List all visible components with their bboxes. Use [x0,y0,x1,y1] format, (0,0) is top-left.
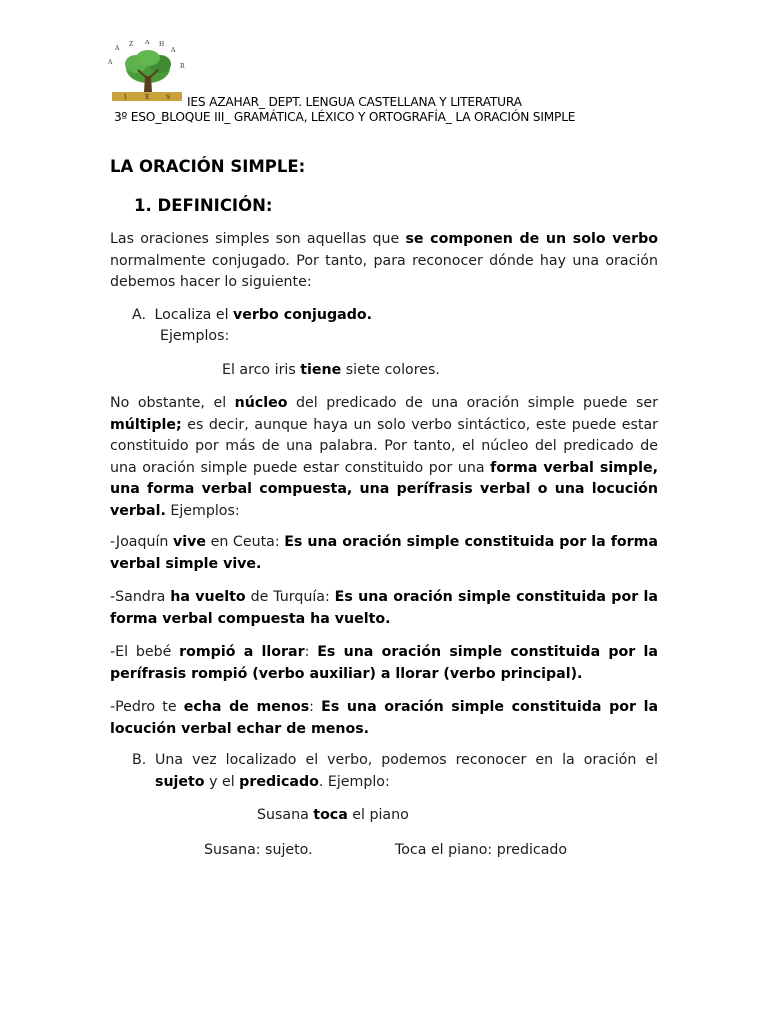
svg-text:A: A [108,59,113,66]
section-heading-definicion: 1. DEFINICIÓN: [134,196,273,215]
header-line-1: IES AZAHAR_ DEPT. LENGUA CASTELLANA Y LITERATURA [187,95,522,109]
svg-text:R: R [180,63,185,70]
svg-text:A: A [115,45,120,52]
svg-text:E: E [145,94,150,101]
svg-text:I: I [124,94,127,101]
item-b: Una vez localizado el verbo, podemos reconocer en la oración el sujeto y el predicado. Ejemplo: [155,752,658,790]
item-a-examples-label: Ejemplos: [160,328,230,344]
svg-text:A: A [145,40,150,46]
nucleus-paragraph: No obstante, el núcleo del predicado de una oración simple puede ser múltiple; es decir, aunque haya un solo verbo sintáctico, este puede estar constituido por más de una palabra. Por tanto, el núcleo del predicado de una oración simple puede estar constituido por una forma verbal simple, una forma verbal compuesta, una perífrasis verbal o una locución verbal. Ejemplos: [110,395,658,519]
item-b-marker: B. [132,752,147,768]
svg-text:A: A [171,47,176,54]
predicate-label: Toca el piano: predicado [395,842,568,858]
svg-text:H: H [159,41,165,48]
example-paragraph: -El bebé rompió a llorar: Es una oración simple constituida por la perífrasis rompió (verbo auxiliar) a llorar (verbo principal). [110,644,658,682]
header-line-2: 3º ESO_BLOQUE III_ GRAMÁTICA, LÉXICO Y ORTOGRAFÍA_ LA ORACIÓN SIMPLE [114,110,576,124]
example-paragraph: -Sandra ha vuelto de Turquía: Es una oración simple constituida por la forma verbal compuesta ha vuelto. [110,589,658,627]
item-a: A. Localiza el verbo conjugado. [132,307,372,323]
intro-paragraph: Las oraciones simples son aquellas que se componen de un solo verbo normalmente conjugado. Por tanto, para reconocer dónde hay una oración debemos hacer lo siguiente: [110,231,658,290]
example-paragraph: -Joaquín vive en Ceuta: Es una oración simple constituida por la forma verbal simple vive. [110,534,658,572]
example-paragraph: -Pedro te echa de menos: Es una oración simple constituida por la locución verbal echar de menos. [110,699,659,737]
item-b-example: Susana toca el piano [257,807,409,823]
school-logo-tree-icon [104,40,190,118]
document-title: LA ORACIÓN SIMPLE: [110,157,306,176]
item-a-example: El arco iris tiene siete colores. [222,362,440,378]
svg-text:S: S [166,94,171,101]
subject-label: Susana: sujeto. [204,842,313,858]
svg-text:Z: Z [129,41,134,48]
